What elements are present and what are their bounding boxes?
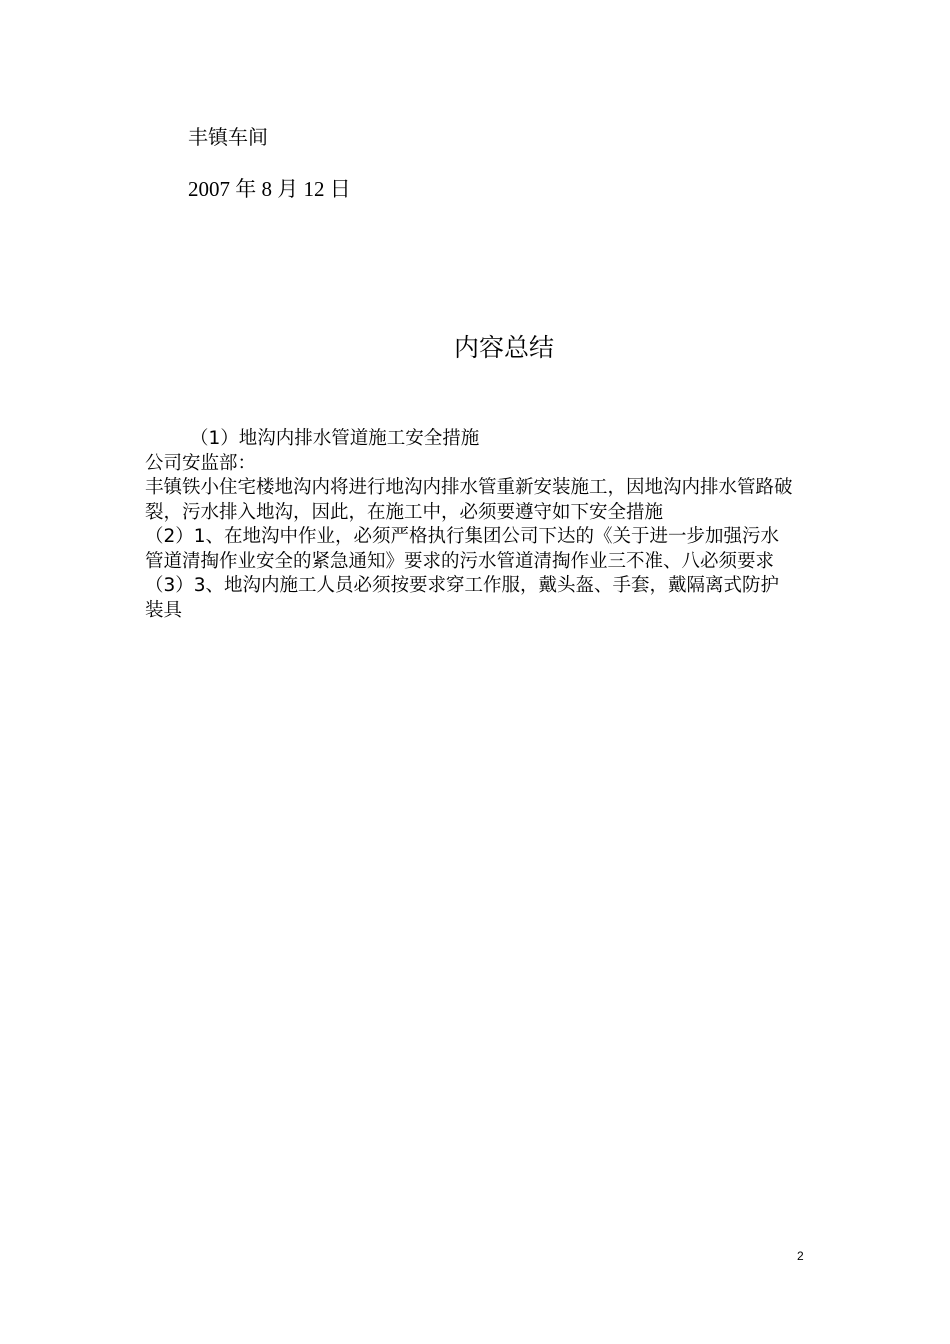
summary-body: [145, 427, 793, 623]
summary-heading-1: （1）地沟内排水管道施工安全措施: [190, 428, 480, 449]
summary-paragraph: 丰镇铁小住宅楼地沟内将进行地沟内排水管重新安装施工，因地沟内排水管路破裂，污水排入地沟，因此，在施工中，必须要遵守如下安全措施: [145, 477, 793, 523]
signature-unit: 丰镇车间: [188, 125, 268, 149]
page-number: 2: [797, 1249, 804, 1263]
summary-title: 内容总结: [453, 333, 554, 362]
summary-addressee: 公司安监部：: [145, 452, 257, 474]
summary-paragraph: （2）1、在地沟中作业，必须严格执行集团公司下达的《关于进一步加强污水管道清掏作业安全的紧急通知》要求的污水管道清掏作业三不准、八必须要求: [145, 526, 780, 572]
summary-paragraph: （3）3、地沟内施工人员必须按要求穿工作服，戴头盔、手套，戴隔离式防护装具: [145, 575, 780, 621]
signature-date: 2007 年 8 月 12 日: [188, 177, 351, 201]
